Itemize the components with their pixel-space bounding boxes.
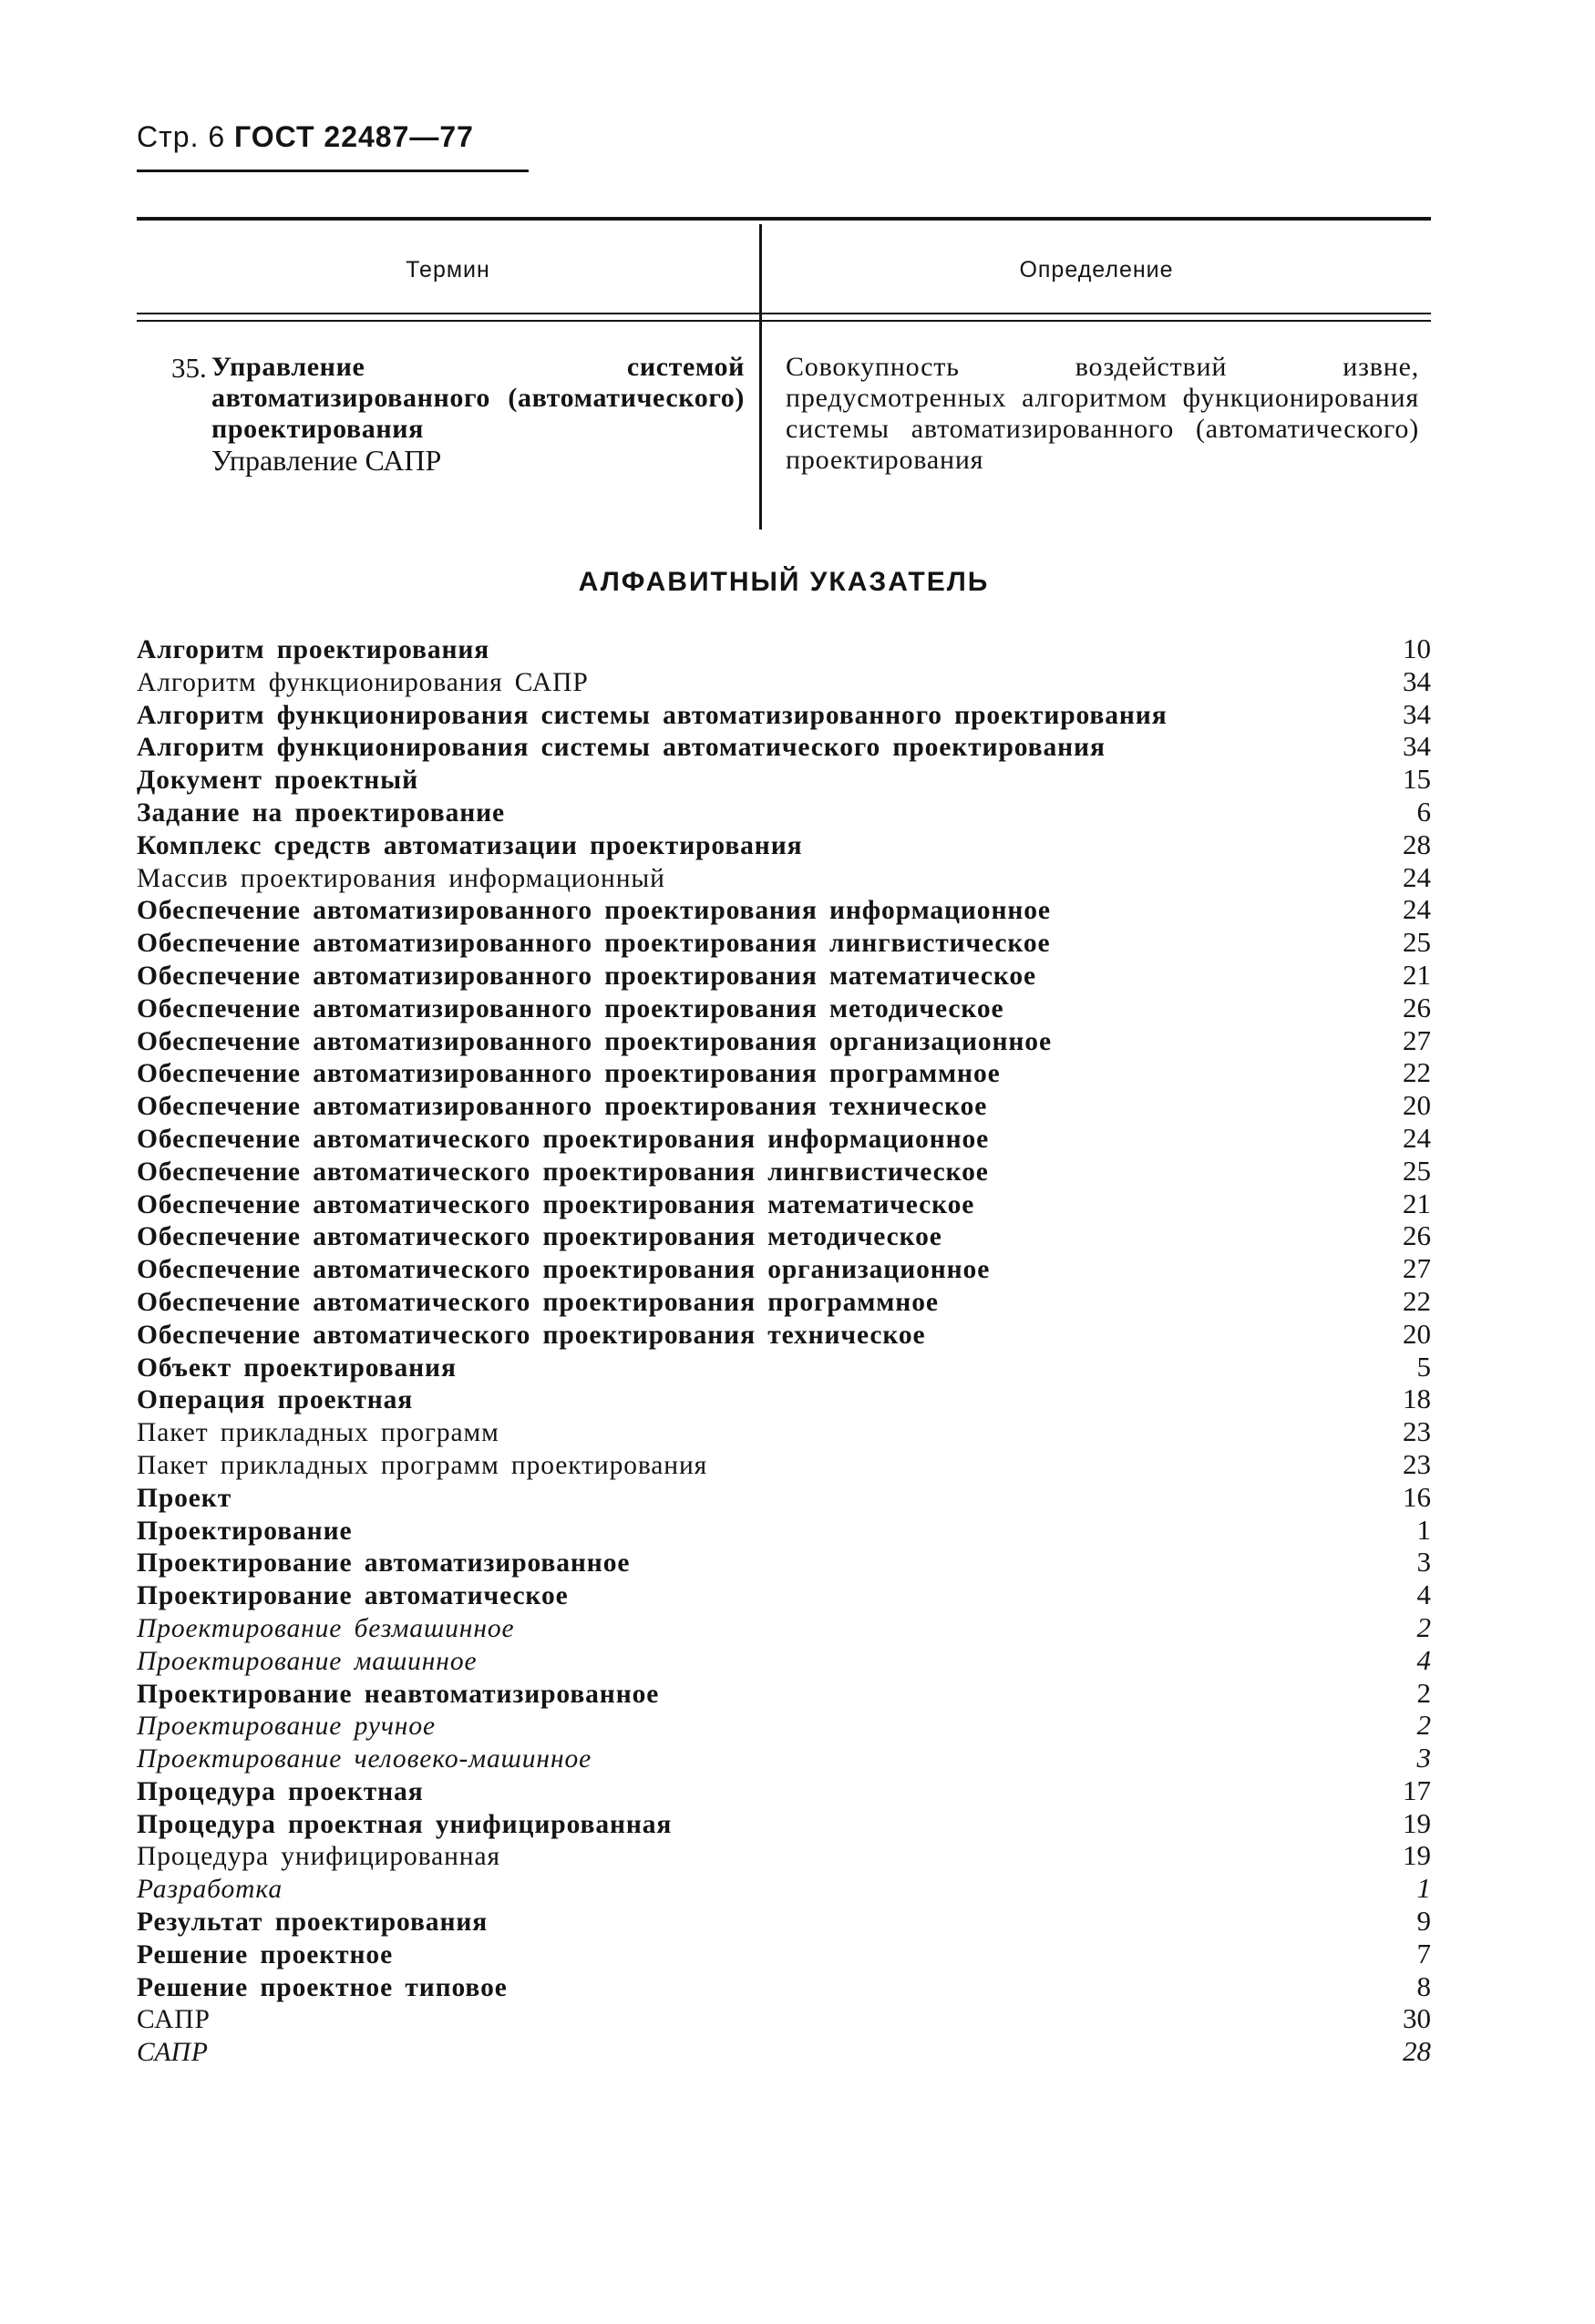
index-entry [137,1578,1431,1611]
index-term: Процедура проектная [137,1776,424,1806]
index-page-number: 20 [1403,1089,1431,1122]
index-page-number: 22 [1403,1056,1431,1089]
index-term: Проектирование ручное [137,1712,436,1742]
index-page-number: 26 [1403,1219,1431,1252]
index-entry [137,1056,1431,1089]
index-page-number: 27 [1403,1252,1431,1285]
index-page-number: 1 [1416,1872,1431,1905]
index-term: Обеспечение автоматического проектирования математическое [137,1189,975,1219]
column-divider [759,224,762,530]
index-page-number: 4 [1416,1578,1431,1611]
index-term: Проектирование безмашинное [137,1613,515,1643]
index-entry [137,1219,1431,1252]
index-page-number: 24 [1403,860,1431,893]
index-entry [137,1709,1431,1742]
index-term: Проект [137,1483,232,1513]
definition-cell: Совокупность воздействий извне, предусмотренных алгоритмом функционирования системы автоматизированного (автоматического) проектирования [786,352,1419,475]
index-page-number: 25 [1403,926,1431,959]
page-header [137,118,529,172]
index-term: Задание на проектирование [137,797,506,828]
index-term: Разработка [137,1875,283,1905]
index-entry [137,1351,1431,1383]
index-page-number: 30 [1403,2002,1431,2035]
index-page-number: 21 [1403,958,1431,991]
index-page-number: 1 [1416,1513,1431,1546]
index-page-number: 22 [1403,1284,1431,1317]
index-term: Документ проектный [137,766,418,796]
index-term: Обеспечение автоматического проектирования методическое [137,1222,942,1252]
index-term: Обеспечение автоматизированного проектирования организационное [137,1026,1052,1056]
index-page-number: 3 [1416,1742,1431,1774]
index-term: САПР [137,2005,211,2035]
index-entry [137,1938,1431,1970]
index-page-number: 24 [1403,893,1431,926]
index-term: Проектирование машинное [137,1646,478,1676]
index-page-number: 2 [1416,1610,1431,1643]
index-page-number: 3 [1416,1546,1431,1578]
column-header-definition: Определение [1019,257,1174,283]
index-term: Процедура проектная унифицированная [137,1809,673,1839]
index-term: Операция проектная [137,1385,414,1415]
index-entry [137,763,1431,796]
index-entry [137,1807,1431,1840]
index-entry [137,2035,1431,2068]
index-entry [137,1644,1431,1677]
index-entry [137,632,1431,665]
index-entry [137,1415,1431,1448]
index-term: Объект проектирования [137,1352,457,1383]
index-term: Обеспечение автоматического проектирования лингвистическое [137,1157,989,1187]
index-term: Обеспечение автоматического проектирования информационное [137,1124,990,1154]
index-term: Алгоритм функционирования системы автоматизированного проектирования [137,700,1168,730]
column-header-term: Термин [406,257,490,283]
index-page-number: 2 [1416,1709,1431,1742]
index-entry [137,2002,1431,2035]
term-number: 35. [171,352,207,384]
index-entry [137,926,1431,959]
index-term: САПР [137,2038,209,2068]
page-number: Стр. 6 [137,120,226,153]
index-page-number: 23 [1403,1447,1431,1480]
index-entry [137,1285,1431,1318]
index-term: Обеспечение автоматического проектирования техническое [137,1320,926,1350]
index-page-number: 28 [1403,828,1431,860]
index-entry [137,665,1431,698]
index-entry [137,796,1431,828]
terms-table [137,217,1431,536]
index-term: Процедура унифицированная [137,1842,500,1872]
term-abbreviation: Управление САПР [211,444,442,477]
index-entry [137,1905,1431,1938]
index-page-number: 16 [1403,1480,1431,1513]
index-term: Результат проектирования [137,1908,489,1938]
index-page-number: 6 [1416,795,1431,828]
index-page-number: 18 [1403,1383,1431,1415]
header-double-rule [137,313,1431,322]
index-page-number: 17 [1403,1774,1431,1806]
index-entry [137,1252,1431,1285]
index-page-number: 10 [1403,632,1431,664]
index-page-number: 15 [1403,763,1431,796]
index-term: Обеспечение автоматизированного проектирования математическое [137,961,1037,991]
index-entry [137,1677,1431,1710]
index-page-number: 2 [1416,1676,1431,1709]
index-entry [137,698,1431,731]
index-entry [137,959,1431,992]
index-page-number: 9 [1416,1905,1431,1938]
index-term: Алгоритм функционирования САПР [137,667,589,697]
index-entry [137,1024,1431,1057]
index-page-number: 20 [1403,1317,1431,1350]
index-page-number: 26 [1403,991,1431,1023]
index-entry [137,1448,1431,1481]
index-entry [137,1514,1431,1547]
index-term: Пакет прикладных программ [137,1418,499,1448]
index-term: Алгоритм функционирования системы автоматического проектирования [137,733,1106,763]
index-page-number: 28 [1403,2035,1431,2068]
index-page-number: 24 [1403,1121,1431,1154]
index-page-number: 5 [1416,1350,1431,1383]
index-entry [137,992,1431,1024]
term-name: Управление системой автоматизированного (автоматического) проектирования [211,352,745,444]
index-term: Проектирование неавтоматизированное [137,1679,660,1709]
index-page-number: 34 [1403,730,1431,763]
index-entry [137,1742,1431,1774]
index-entry [137,861,1431,894]
index-page-number: 8 [1416,1969,1431,2002]
standard-code: ГОСТ 22487—77 [234,120,474,153]
index-page-number: 4 [1416,1643,1431,1676]
index-entry [137,893,1431,926]
index-entry [137,1089,1431,1122]
index-term: Решение проектное [137,1939,394,1969]
index-page-number: 19 [1403,1806,1431,1839]
index-entry [137,1611,1431,1644]
index-term: Обеспечение автоматизированного проектирования техническое [137,1092,988,1122]
index-term: Комплекс средств автоматизации проектирования [137,830,803,860]
index-term: Обеспечение автоматизированного проектирования программное [137,1059,1001,1089]
index-term: Проектирование автоматическое [137,1581,569,1611]
index-page-number: 34 [1403,664,1431,697]
index-entry [137,1188,1431,1220]
index-page-number: 21 [1403,1187,1431,1219]
index-entry [137,1383,1431,1415]
index-entry [137,1970,1431,2003]
index-title: АЛФАВИТНЫЙ УКАЗАТЕЛЬ [578,567,990,597]
index-entry [137,1872,1431,1905]
index-term: Решение проектное типовое [137,1972,508,2002]
index-term: Обеспечение автоматизированного проектирования лингвистическое [137,929,1051,959]
index-entry [137,828,1431,861]
index-entry [137,1481,1431,1514]
index-page-number: 25 [1403,1154,1431,1187]
index-term: Массив проектирования информационный [137,863,665,893]
index-term: Проектирование автоматизированное [137,1548,631,1578]
index-page-number: 7 [1416,1937,1431,1969]
index-term: Обеспечение автоматизированного проектирования методическое [137,993,1004,1023]
index-entry [137,1546,1431,1578]
index-term: Проектирование человеко-машинное [137,1744,592,1774]
alphabetical-index [137,632,1431,2068]
index-term: Алгоритм проектирования [137,635,490,664]
index-page-number: 27 [1403,1023,1431,1056]
index-entry [137,1318,1431,1351]
index-entry [137,1839,1431,1872]
index-entry [137,730,1431,763]
index-entry [137,1774,1431,1807]
index-term: Проектирование [137,1516,353,1546]
index-term: Обеспечение автоматического проектирования организационное [137,1255,991,1285]
index-page-number: 19 [1403,1839,1431,1872]
index-entry [137,1155,1431,1188]
index-page-number: 23 [1403,1415,1431,1448]
index-term: Обеспечение автоматизированного проектирования информационное [137,896,1051,926]
term-cell [211,352,745,476]
index-entry [137,1122,1431,1155]
table-top-rule [137,217,1431,221]
index-page-number: 34 [1403,697,1431,730]
index-term: Обеспечение автоматического проектирования программное [137,1287,939,1317]
index-term: Пакет прикладных программ проектирования [137,1450,708,1480]
